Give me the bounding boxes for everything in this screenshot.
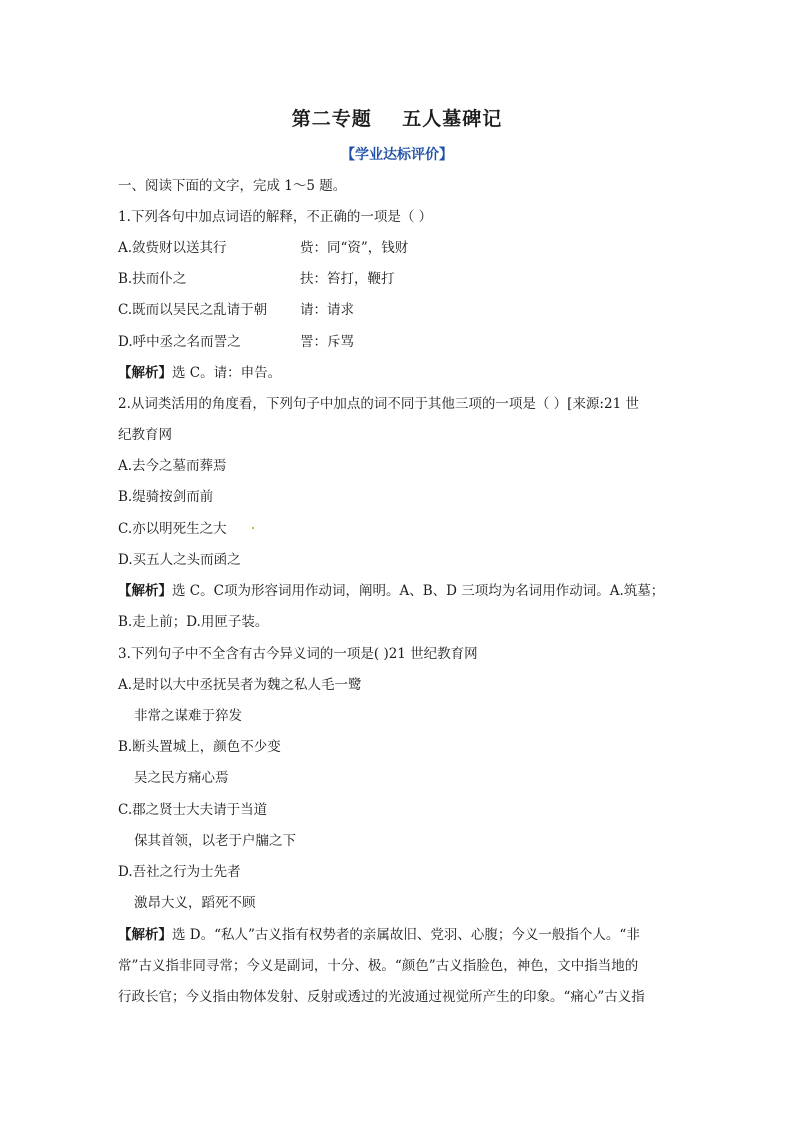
question-3-analysis-line2: 常”古义指非同寻常；今义是副词，十分、极。“颜色”古义指脸色，神色，文中指当地的 <box>118 958 639 974</box>
question-3-option-c: C.郡之贤士大夫请于当道 <box>118 802 268 818</box>
page-title: 第二专题 五人墓碑记 <box>291 108 503 130</box>
question-1-option-c: C.既而以吴民之乱请于朝 <box>118 302 268 318</box>
question-2-analysis-continued: B.走上前；D.用匣子装。 <box>118 614 269 630</box>
question-1-option-b: B.扶而仆之 <box>118 271 187 287</box>
question-2-option-c: C.亦以明死生之大 <box>118 521 227 537</box>
question-2-option-d: D.买五人之头而函之 <box>118 552 241 568</box>
question-1-option-a-gloss: 赀：同“资”，钱财 <box>300 240 409 256</box>
question-1-stem: 1.下列各句中加点词语的解释，不正确的一项是（ ） <box>118 209 433 225</box>
question-3-option-a: A.是时以大中丞抚吴者为魏之私人毛一鹭 <box>118 677 362 693</box>
question-1-analysis <box>118 364 281 382</box>
question-2-stem: 2.从词类活用的角度看，下列句子中加点的词不同于其他三项的一项是（ ）[来源:21 世 <box>118 396 639 412</box>
question-1-option-d: D.呼中丞之名而詈之 <box>118 334 241 350</box>
stray-dot <box>252 527 254 529</box>
question-1-option-a: A.敛赀财以送其行 <box>118 240 227 256</box>
question-2-option-b: B.缇骑按剑而前 <box>118 489 214 505</box>
question-1-option-d-gloss: 詈：斥骂 <box>300 334 354 350</box>
question-3-option-c-line2: 保其首领，以老于户牖之下 <box>134 833 296 849</box>
question-3-stem: 3.下列句子中不全含有古今异义词的一项是( )21 世纪教育网 <box>118 646 478 662</box>
analysis-text: 选 C。C项为形容词用作动词，阐明。A、B、D 三项均为名词用作动词。A.筑墓； <box>172 583 665 599</box>
question-1-option-c-gloss: 请：请求 <box>300 302 354 318</box>
analysis-label: 【解析】 <box>118 927 172 943</box>
question-2-analysis <box>118 582 664 600</box>
question-3-option-a-line2: 非常之谋难于猝发 <box>134 708 242 724</box>
question-3-analysis <box>118 926 640 944</box>
question-3-option-b: B.断头置城上，颜色不少变 <box>118 739 281 755</box>
question-3-option-b-line2: 吴之民方痛心焉 <box>134 770 229 786</box>
question-2-stem-continued: 纪教育网 <box>118 427 172 443</box>
analysis-label: 【解析】 <box>118 365 172 381</box>
analysis-text: 选 C。请：申告。 <box>172 365 282 381</box>
question-3-option-d-line2: 激昂大义，蹈死不顾 <box>134 895 256 911</box>
question-3-option-d: D.吾社之行为士先者 <box>118 864 241 880</box>
analysis-text: 选 D。“私人”古义指有权势者的亲属故旧、党羽、心腹；今义一般指个人。“非 <box>172 927 640 943</box>
question-1-option-b-gloss: 扶：笞打，鞭打 <box>300 271 395 287</box>
question-3-analysis-line3: 行政长官；今义指由物体发射、反射或透过的光波通过视觉所产生的印象。“痛心”古义指 <box>118 989 645 1005</box>
section-instruction: 一、阅读下面的文字，完成 1～5 题。 <box>118 178 347 194</box>
question-2-option-a: A.去今之墓而葬焉 <box>118 458 227 474</box>
analysis-label: 【解析】 <box>118 583 172 599</box>
section-subtitle: 【学业达标评价】 <box>341 147 453 163</box>
